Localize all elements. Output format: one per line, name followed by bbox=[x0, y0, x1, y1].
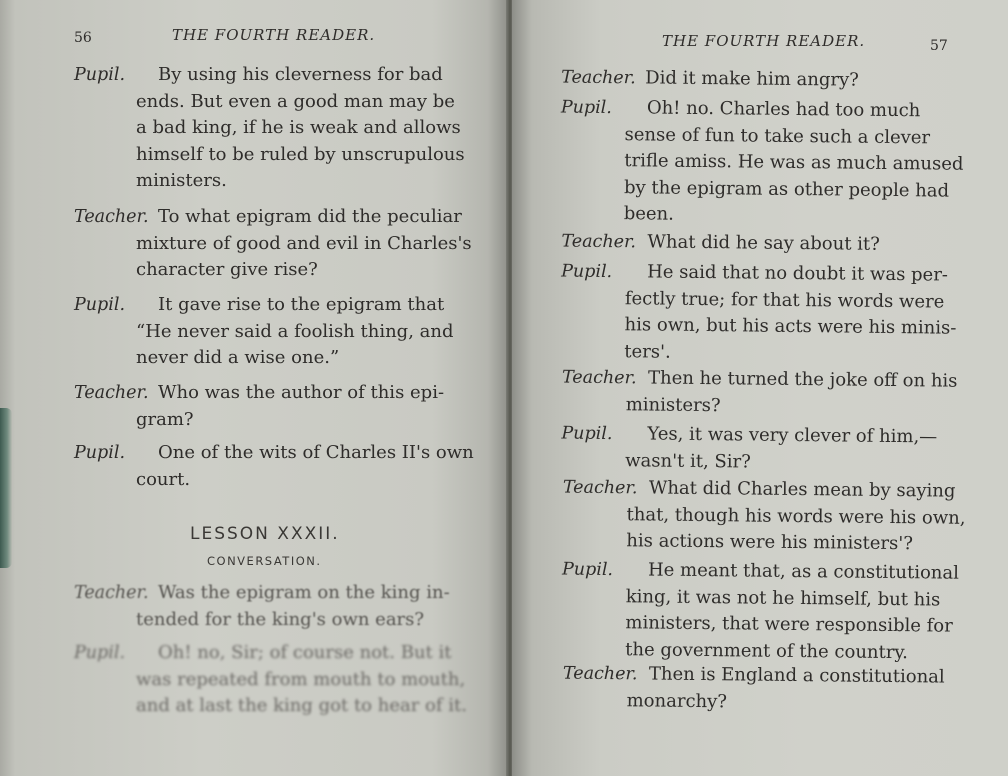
dialogue-line: What did he say about it? bbox=[647, 231, 880, 255]
dialogue-entry bbox=[561, 557, 982, 667]
dialogue-entry bbox=[562, 475, 983, 559]
dialogue-line: gram? bbox=[136, 408, 194, 430]
dialogue-line: By using his cleverness for bad bbox=[158, 64, 443, 85]
speaker-label: Teacher. bbox=[561, 67, 636, 89]
dialogue-line: “He never said a foolish thing, and bbox=[136, 320, 454, 342]
dialogue-line: He meant that, as a constitutional bbox=[647, 559, 960, 584]
dialogue-line: wasn't it, Sir? bbox=[625, 449, 751, 473]
dialogue-line: Who was the author of this epi- bbox=[158, 382, 445, 403]
dialogue-line: Did it make him angry? bbox=[645, 67, 859, 91]
dialogue-line: ends. But even a good man may be bbox=[136, 90, 455, 112]
dialogue-entry bbox=[74, 292, 484, 372]
dialogue-entry bbox=[74, 640, 484, 720]
dialogue-line: monarchy? bbox=[626, 689, 728, 712]
dialogue-line: his actions were his ministers'? bbox=[626, 530, 914, 555]
dialogue-line: ters'. bbox=[624, 340, 671, 363]
dialogue-line: trifle amiss. He was as much amused bbox=[624, 150, 964, 175]
dialogue-entry bbox=[563, 661, 984, 718]
dialogue-line: ministers, that were responsible for bbox=[625, 612, 953, 637]
dialogue-line: Was the epigram on the king in- bbox=[158, 582, 450, 603]
dialogue-line: Yes, it was very clever of him,— bbox=[647, 423, 938, 448]
speaker-label: Teacher. bbox=[74, 583, 149, 603]
dialogue-entry bbox=[560, 259, 981, 369]
dialogue-line: Then he turned the joke off on his bbox=[647, 367, 958, 392]
dialogue-line: by the epigram as other people had bbox=[623, 176, 950, 202]
speaker-label: Pupil. bbox=[74, 443, 126, 463]
lesson-subtitle: CONVERSATION. bbox=[207, 554, 322, 568]
right-page bbox=[512, 0, 1008, 776]
dialogue-line: character give rise? bbox=[136, 259, 318, 280]
dialogue-line: He said that no doubt it was per- bbox=[647, 261, 949, 286]
dialogue-line: that, though his words were his own, bbox=[626, 503, 966, 529]
dialogue-line: One of the wits of Charles II's own bbox=[158, 442, 474, 463]
dialogue-entry bbox=[74, 440, 484, 493]
running-head: THE FOURTH READER. bbox=[662, 32, 866, 50]
speaker-label: Pupil. bbox=[561, 423, 613, 445]
dialogue-line: ministers? bbox=[625, 393, 721, 416]
dialogue-line: been. bbox=[623, 203, 675, 225]
page-number: 56 bbox=[74, 30, 92, 46]
dialogue-line: ministers. bbox=[136, 170, 227, 191]
dialogue-line: king, it was not he himself, but his bbox=[625, 585, 941, 611]
speaker-label: Pupil. bbox=[560, 97, 612, 119]
dialogue-entry bbox=[74, 580, 484, 633]
dialogue-line: the government of the country. bbox=[625, 638, 909, 663]
dialogue-line: never did a wise one.” bbox=[136, 347, 340, 368]
speaker-label: Teacher. bbox=[74, 383, 149, 403]
dialogue-line: Oh! no. Charles had too much bbox=[646, 97, 921, 122]
speaker-label: Pupil. bbox=[74, 643, 126, 663]
lesson-title: LESSON XXXII. bbox=[190, 524, 340, 544]
dialogue-line: a bad king, if he is weak and allows bbox=[136, 117, 461, 138]
speaker-label: Pupil. bbox=[74, 65, 126, 85]
dialogue-line: fectly true; for that his words were bbox=[624, 287, 945, 313]
speaker-label: Pupil. bbox=[561, 261, 613, 283]
speaker-label: Pupil. bbox=[561, 559, 614, 581]
dialogue-line: To what epigram did the peculiar bbox=[158, 206, 462, 227]
book-edge-decoration bbox=[0, 408, 12, 568]
dialogue-entry bbox=[561, 421, 982, 478]
speaker-label: Teacher. bbox=[561, 231, 637, 253]
page-number: 57 bbox=[930, 38, 948, 54]
dialogue-entry bbox=[74, 380, 484, 433]
dialogue-line: tended for the king's own ears? bbox=[136, 608, 425, 630]
dialogue-entry bbox=[74, 204, 484, 284]
dialogue-line: What did Charles mean by saying bbox=[648, 477, 956, 502]
dialogue-entry bbox=[74, 62, 484, 195]
dialogue-line: mixture of good and evil in Charles's bbox=[136, 232, 472, 254]
speaker-label: Teacher. bbox=[562, 663, 638, 685]
dialogue-line: himself to be ruled by unscrupulous bbox=[136, 143, 465, 165]
dialogue-entry bbox=[560, 95, 981, 232]
dialogue-entry bbox=[561, 65, 981, 96]
dialogue-entry bbox=[561, 229, 981, 260]
dialogue-entry bbox=[562, 365, 983, 422]
dialogue-line: sense of fun to take such a clever bbox=[624, 123, 931, 148]
dialogue-line: was repeated from mouth to mouth, bbox=[136, 668, 466, 690]
dialogue-line: Oh! no, Sir; of course not. But it bbox=[158, 642, 452, 663]
dialogue-line: his own, but his acts were his minis- bbox=[624, 314, 957, 339]
speaker-label: Teacher. bbox=[562, 477, 638, 499]
dialogue-line: It gave rise to the epigram that bbox=[158, 294, 445, 315]
running-head: THE FOURTH READER. bbox=[172, 26, 376, 44]
speaker-label: Teacher. bbox=[74, 207, 149, 227]
speaker-label: Teacher. bbox=[561, 367, 637, 389]
dialogue-line: court. bbox=[136, 468, 191, 490]
dialogue-line: Then is England a constitutional bbox=[648, 663, 945, 688]
dialogue-line: and at last the king got to hear of it. bbox=[136, 695, 467, 716]
speaker-label: Pupil. bbox=[74, 295, 126, 315]
